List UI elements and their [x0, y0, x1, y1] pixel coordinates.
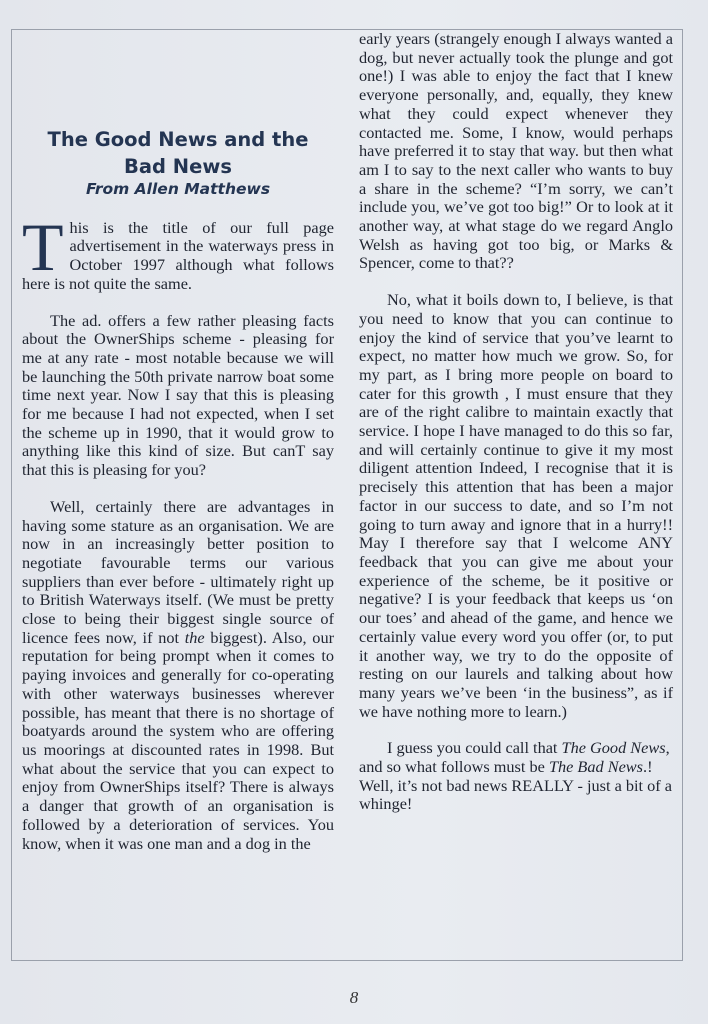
left-column [22, 126, 334, 871]
paragraph-6-emphasis-1: The Good News [561, 738, 666, 758]
paragraph-4: early years (strangely enough I always wanted a dog, but never actually took the plunge and got one!) I was able to enjoy the fact that I knew everyone personally, and, equally, they knew what they could expect whenever they contacted me. Some, I know, would perhaps have preferred it to stay that way. but then what am I to say to the next caller who wants to buy a share in the scheme? “I’m sorry, we can’t include you, we’ve got too big!” Or to look at it another way, at what stage do we regard Anglo Welsh as having got too big, or Marks & Spencer, come to that?? [359, 29, 673, 273]
paragraph-6-part-a: I guess you could call that [387, 738, 558, 758]
paragraph-3-emphasis: the [184, 627, 205, 647]
page-number: 8 [349, 988, 359, 1007]
paragraph-5: No, what it boils down to, I believe, is that you need to know that you can continue to enjoy the kind of service that you’ve learnt to expect, no matter how much we grow. So, for my part, as I bring more people on board to cater for this growth , I must ensure that they are of the right calibre to maintain exactly that service. I hope I have managed to do this so far, and will certainly continue to give it my most diligent attention Indeed, I recognise that it is precisely this attention that has been a major factor in our success to date, and so I’m not going to turn away and ignore that in a hurry!! May I therefore say that I welcome ANY feedback that you can give me about your experience of the scheme, be it positive or negative? I is your feedback that keeps us ‘on our toes’ and ahead of the game, and hence we certainly value every word you offer (or, to put it another way, we try to do the opposite of resting on our laurels and talking about how many years we’ve been ‘in the business”, as if we have nothing more to learn.) [359, 290, 673, 721]
drop-cap: T [22, 208, 64, 285]
paragraph-6-emphasis-2: The Bad News [548, 757, 644, 777]
paragraph-3-part-b: biggest). Also, our reputation for being prompt when it comes to paying invoices and generally for co-operating with other waterways businesses wherever possible, has meant that there is no shortage of boatyards around the system who are offering us moorings at discounted rates in 1998. But what about the service that you can expect to enjoy from OwnerShips itself? There is always a danger that growth of an organisation is followed by a deterioration of services. You know, when it was one man and a dog in the [22, 627, 335, 853]
article-byline: From Allen Matthews [85, 180, 271, 198]
article-title [22, 126, 334, 180]
title-line-1: The Good News and the [47, 128, 309, 151]
title-line-2: Bad News [124, 155, 232, 178]
paragraph-1 [22, 208, 334, 294]
paragraph-6-part-c: .! Well, it’s not bad news REALLY - just a bit of a whinge! [359, 757, 672, 814]
paragraph-3 [22, 498, 334, 853]
paragraph-2: The ad. offers a few rather pleasing facts about the OwnerShips scheme - pleasing for me at any rate - most notable because we will be launching the 50th private narrow boat some time next year. Now I say that this is pleasing for me because I had not expected, when I set the scheme up in 1990, that it would grow to anything like this kind of size. But canT say that this is pleasing for you? [22, 310, 334, 480]
paragraph-6-part-b: , and so what follows must be [359, 738, 670, 777]
paragraph-6 [359, 739, 673, 814]
paragraph-3-part-a: Well, certainly there are advantages in having some stature as an organisation. We are now in an increasingly better position to negotiate favourable terms our various suppliers than ever before - ultimately right up to British Waterways itself. (We must be pretty close to being their biggest single source of licence fees now, if not [22, 496, 334, 647]
right-column [359, 30, 673, 832]
paragraph-1-text: his is the title of our full page advertisement in the waterways press in October 1997 although what follows here is not quite the same. [22, 217, 334, 293]
